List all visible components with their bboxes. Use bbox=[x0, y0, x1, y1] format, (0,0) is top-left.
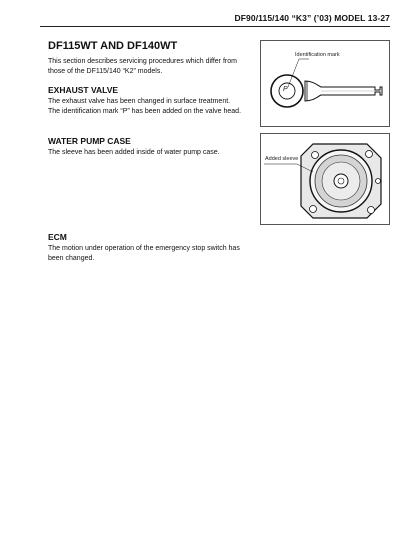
water-pump-case-line: The sleeve has been added inside of water pump case. bbox=[48, 149, 220, 156]
ecm-line: The motion under operation of the emergency stop switch has bbox=[48, 245, 240, 252]
ecm-line: been changed. bbox=[48, 255, 95, 262]
added-sleeve-label: Added sleeve bbox=[265, 156, 299, 162]
page-header bbox=[40, 10, 390, 27]
water-pump-case-drawing bbox=[261, 134, 389, 224]
ecm-heading: ECM bbox=[48, 232, 67, 242]
pump-shaft bbox=[334, 174, 348, 188]
header-title: DF90/115/140 “K3” (’03) MODEL 13-27 bbox=[234, 13, 390, 23]
exhaust-valve-line: The identification mark “P” has been added on the valve head. bbox=[48, 108, 242, 115]
identification-mark-label: Identification mark bbox=[295, 52, 340, 58]
intro-line: those of the DF115/140 “K2” models. bbox=[48, 68, 163, 75]
intro-paragraph bbox=[48, 57, 237, 77]
valve-mark-letter: P bbox=[283, 86, 288, 93]
exhaust-valve-figure bbox=[260, 40, 390, 127]
page-title: DF115WT AND DF140WT bbox=[48, 40, 178, 52]
water-pump-case-heading: WATER PUMP CASE bbox=[48, 136, 131, 146]
exhaust-valve-line: The exhaust valve has been changed in surface treatment. bbox=[48, 98, 231, 105]
intro-line: This section describes servicing procedures which differ from bbox=[48, 58, 237, 65]
water-pump-case-figure bbox=[260, 133, 390, 225]
leader-line bbox=[288, 59, 299, 87]
ecm-text bbox=[48, 244, 240, 264]
exhaust-valve-heading: EXHAUST VALVE bbox=[48, 85, 119, 95]
water-pump-case-text bbox=[48, 148, 220, 158]
exhaust-valve-text bbox=[48, 97, 241, 117]
